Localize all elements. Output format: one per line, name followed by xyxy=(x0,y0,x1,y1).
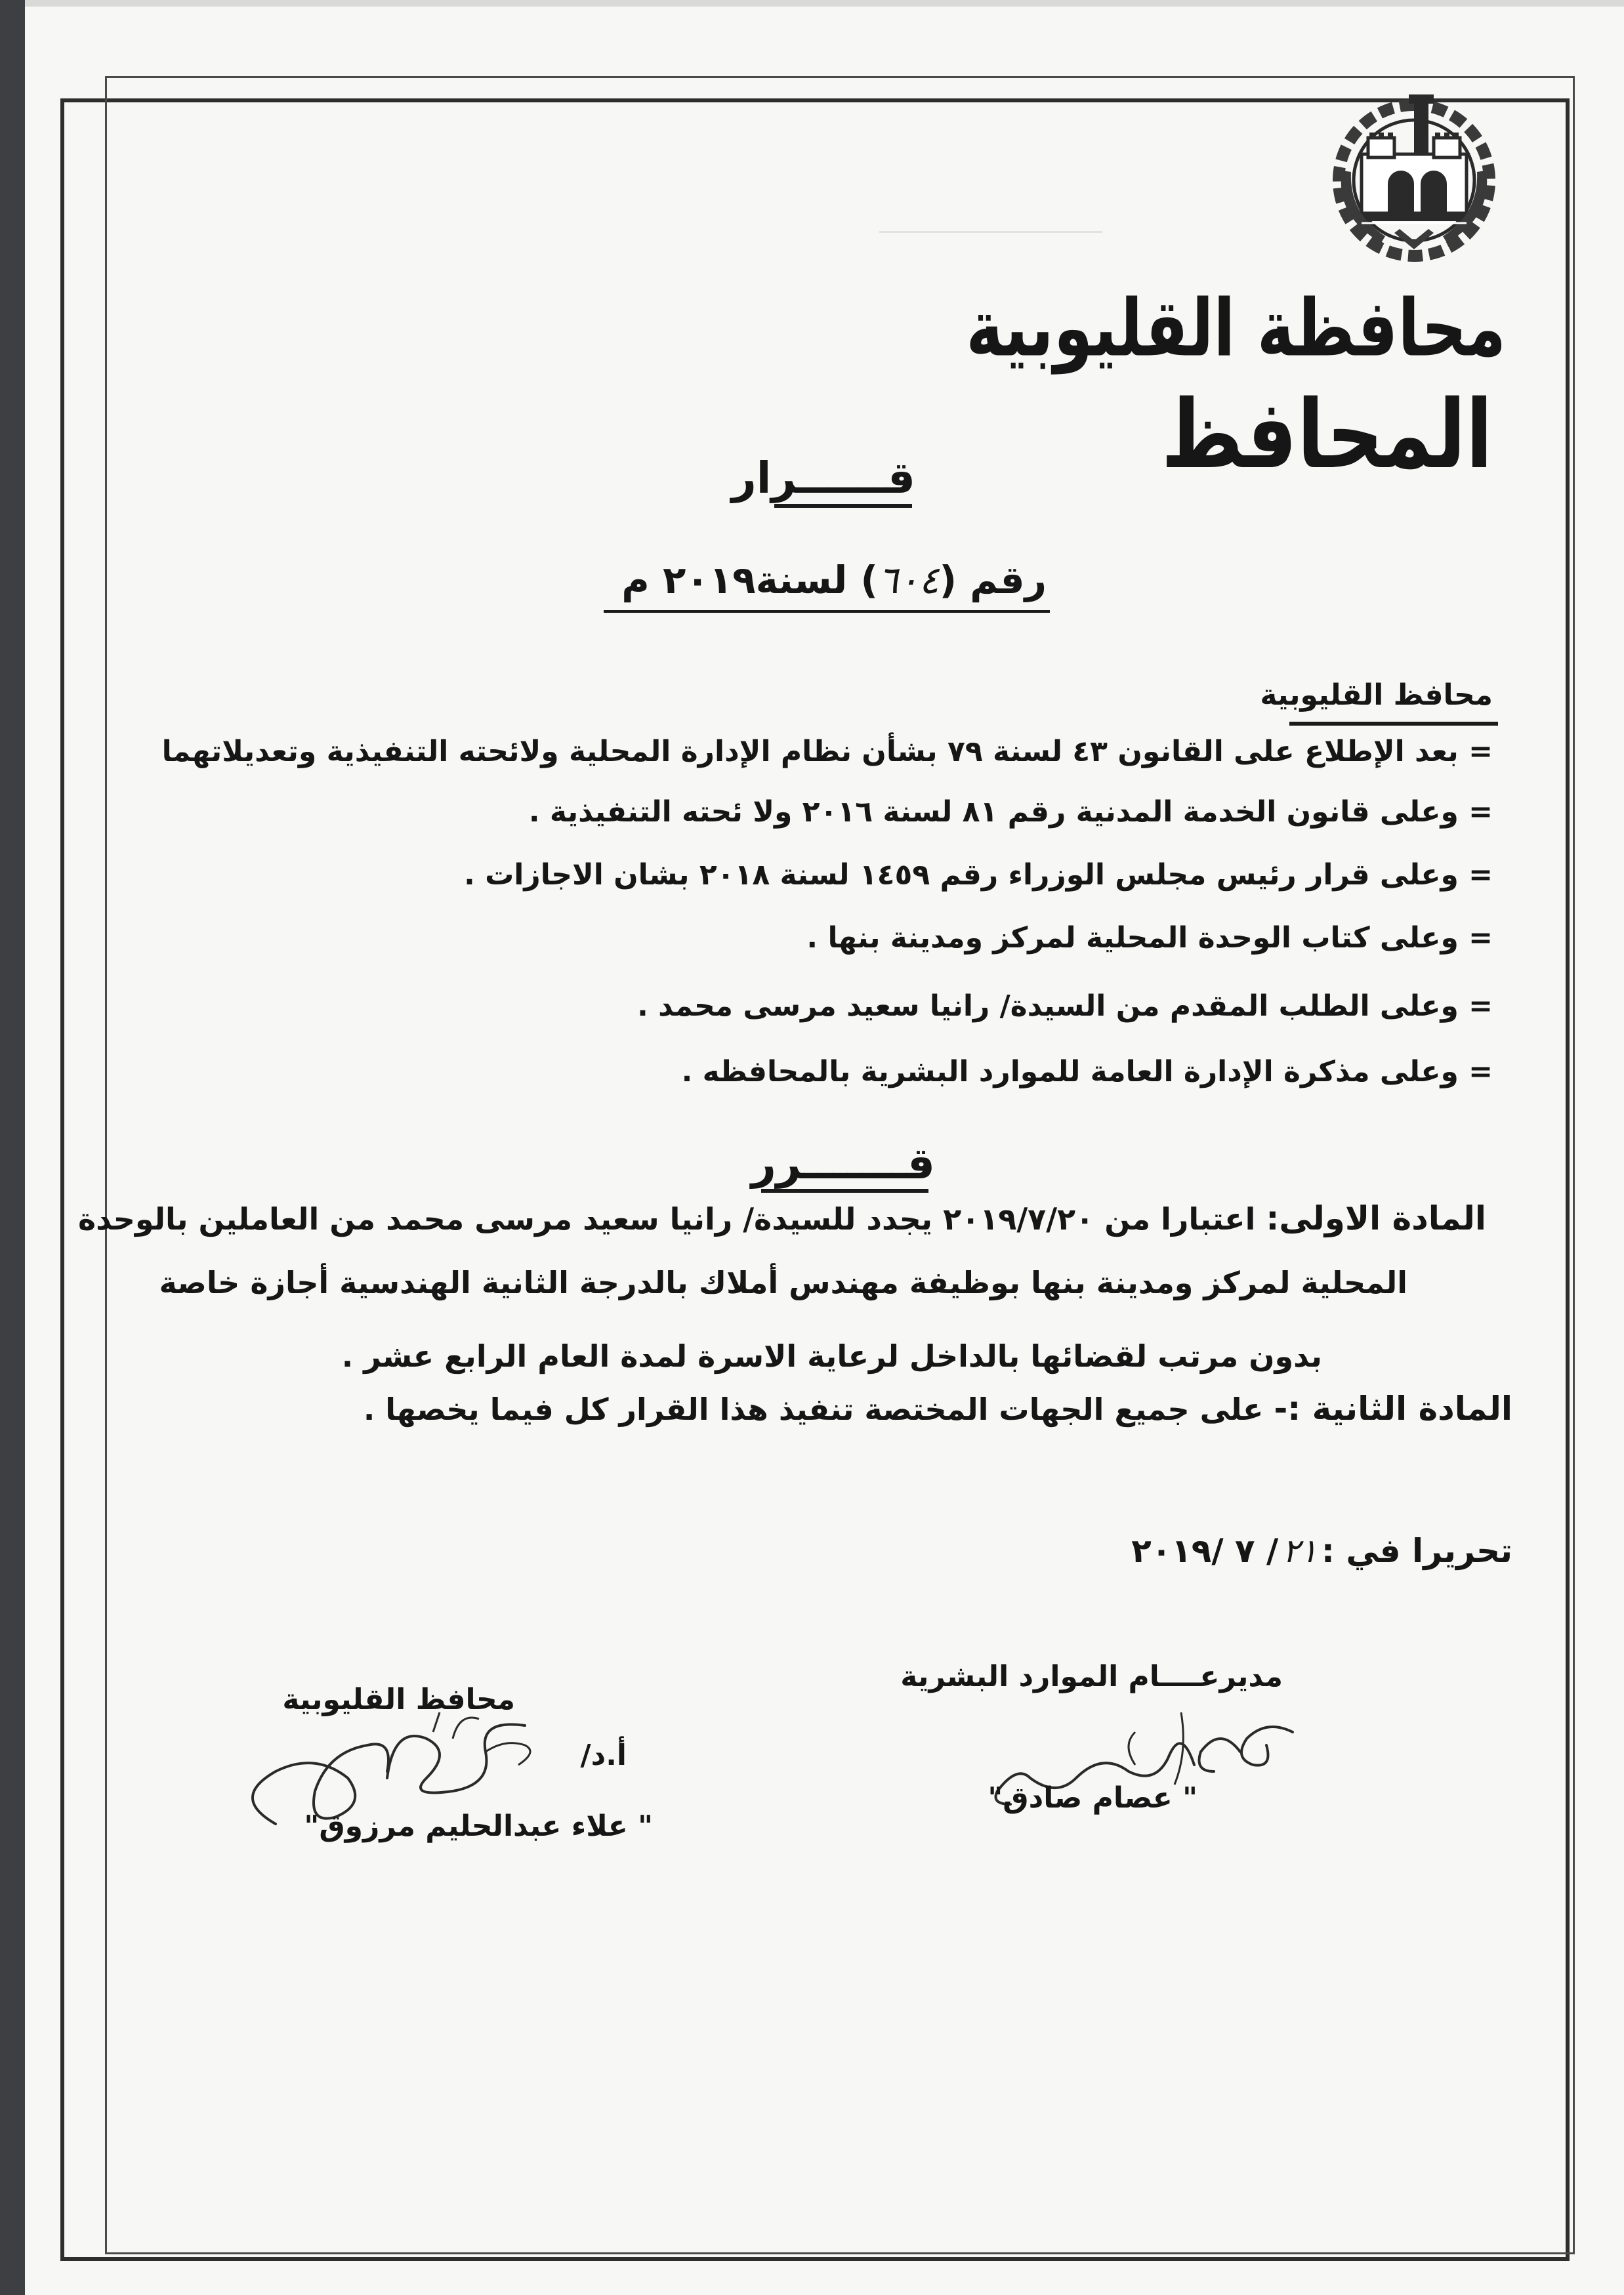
decision-heading: قـــــــرر xyxy=(751,1138,935,1189)
date-day-handwritten: ٢١ xyxy=(1282,1532,1318,1570)
decree-number-line xyxy=(621,558,1047,602)
article-2-line xyxy=(364,1390,1512,1428)
document-title: قــــــرار xyxy=(731,453,915,503)
date-label: تحريرا في : xyxy=(1321,1532,1512,1570)
preamble-line-4: = وعلى كتاب الوحدة المحلية لمركز ومدينة بنها . xyxy=(806,921,1493,955)
article-1-line-3: بدون مرتب لقضائها بالداخل لرعاية الاسرة لمدة العام الرابع عشر . xyxy=(341,1338,1322,1374)
preamble-line-1: = بعد الإطلاع على القانون ٤٣ لسنة ٧٩ بشأن نظام الإدارة المحلية ولائحته التنفيذية وتعديلاتهما xyxy=(161,735,1493,768)
date-line xyxy=(1131,1532,1512,1570)
qalyubia-emblem-logo xyxy=(1316,92,1512,269)
hr-manager-name: " عصام صادق" xyxy=(988,1781,1197,1815)
faint-rule xyxy=(879,231,1102,233)
article-1-text-1: اعتبارا من ٢٠١٩/٧/٢٠ يجدد للسيدة/ رانيا سعيد مرسى محمد من العاملين بالوحدة xyxy=(78,1201,1256,1237)
scan-shadow-top xyxy=(25,0,1624,7)
article-2-text: على جميع الجهات المختصة تنفيذ هذا القرار كل فيما يخصها . xyxy=(363,1392,1264,1427)
decree-number-underline xyxy=(604,610,1050,613)
governor-name: " علاء عبدالحليم مرزوق" xyxy=(304,1809,653,1843)
article-1-line-1 xyxy=(78,1199,1486,1237)
article-2-label: المادة الثانية :- xyxy=(1274,1390,1512,1428)
preamble-line-6: = وعلى مذكرة الإدارة العامة للموارد البشرية بالمحافظه . xyxy=(681,1055,1493,1088)
scan-shadow-left xyxy=(0,0,25,2295)
date-rest: / ٧ /٢٠١٩ xyxy=(1131,1532,1279,1570)
decision-underline xyxy=(761,1189,928,1193)
preamble-line-3: = وعلى قرار رئيس مجلس الوزراء رقم ١٤٥٩ لسنة ٢٠١٨ بشان الاجازات . xyxy=(464,858,1493,892)
governorate-name: محافظة القليوبية xyxy=(966,282,1506,374)
governor-academic-prefix: أ.د/ xyxy=(580,1739,627,1772)
governor-signatory-title: محافظ القليوبية xyxy=(282,1683,515,1716)
preamble-line-2: = وعلى قانون الخدمة المدنية رقم ٨١ لسنة ٢٠١٦ ولا ئحته التنفيذية . xyxy=(528,795,1493,829)
governor-title: المحافظ xyxy=(1161,381,1493,490)
preamble-line-5: = وعلى الطلب المقدم من السيدة/ رانيا سعيد مرسى محمد . xyxy=(637,989,1493,1023)
decree-number-prefix: رقم ( xyxy=(939,558,1047,602)
decree-number-suffix: ) لسنة٢٠١٩ م xyxy=(621,558,878,602)
title-underline xyxy=(774,504,912,508)
article-1-label: المادة الاولى: xyxy=(1266,1199,1486,1237)
article-1-line-2: المحلية لمركز ومدينة بنها بوظيفة مهندس أملاك بالدرجة الثانية الهندسية أجازة خاصة xyxy=(159,1265,1407,1300)
issuer-underline xyxy=(1289,722,1498,726)
hr-manager-title: مديرعــــام الموارد البشرية xyxy=(900,1660,1283,1693)
decree-number-handwritten: ٦٠٤ xyxy=(877,558,940,602)
issuer-heading: محافظ القليوبية xyxy=(1260,678,1493,712)
